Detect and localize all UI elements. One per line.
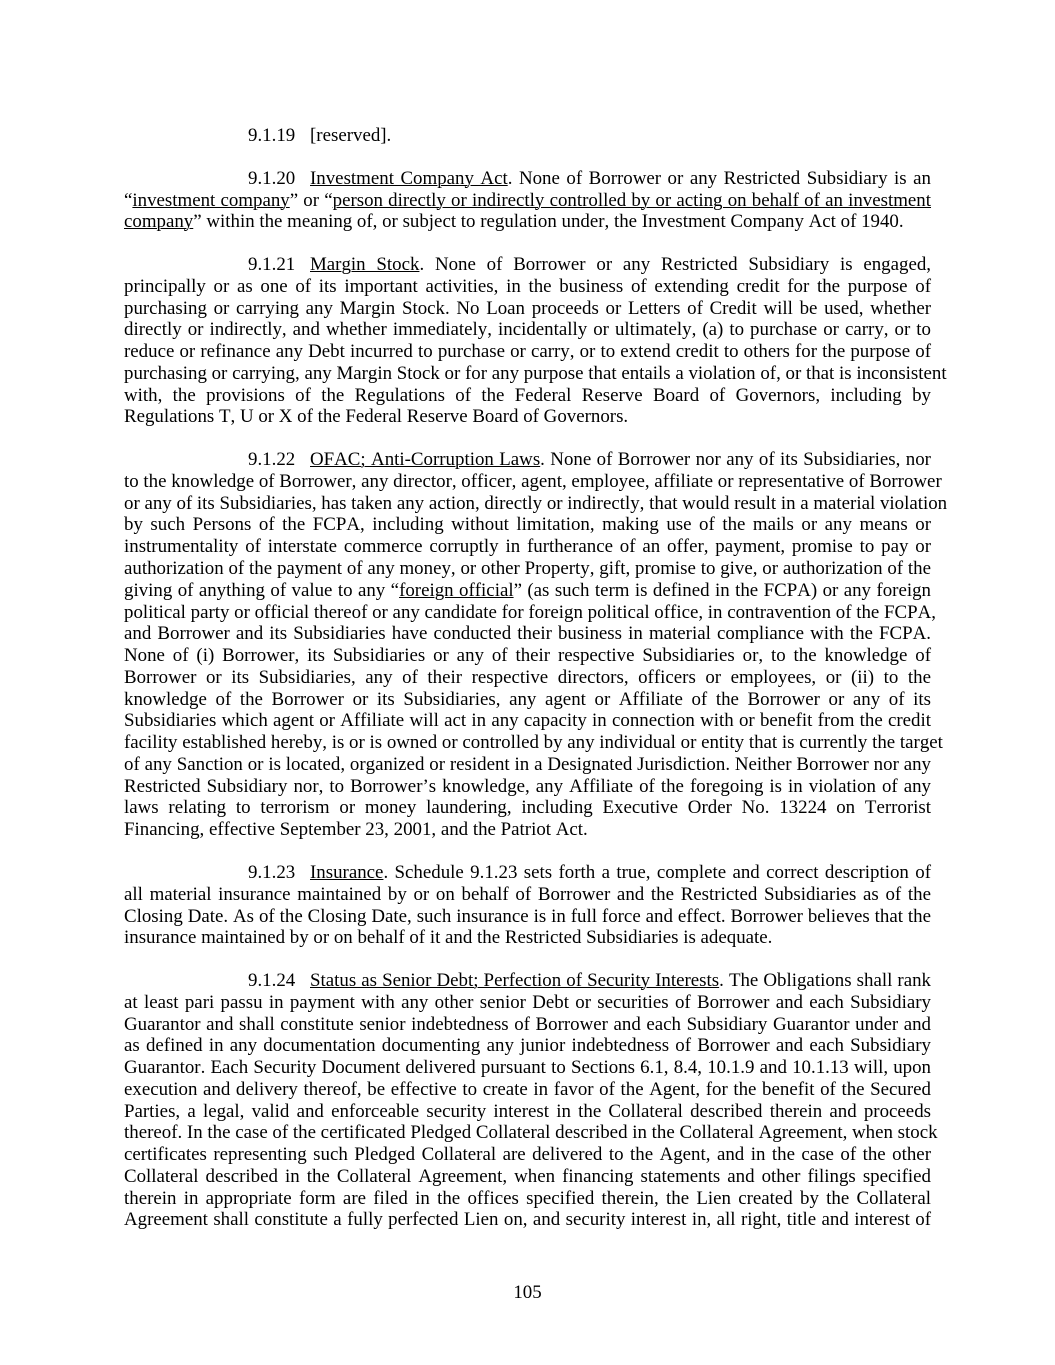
text-run: . None of Borrower or any Restricted Subsidiary is engaged, <box>419 254 931 276</box>
defined-term: company <box>124 211 194 233</box>
text-line <box>124 406 931 428</box>
text-line <box>124 927 931 949</box>
text-line <box>124 385 931 407</box>
section-9-1-20 <box>124 168 931 233</box>
section-heading: Insurance <box>310 861 384 883</box>
text-run: Parties, a legal, valid and enforceable security interest in the Collateral described therein and proceeds <box>124 1100 931 1122</box>
section-number: 9.1.23 <box>248 861 296 883</box>
text-run: certificates representing such Pledged Collateral are delivered to the Agent, and in the case of the other <box>124 1144 931 1166</box>
text-run: purchasing or carrying any Margin Stock. No Loan proceeds or Letters of Credit will be used, whether <box>124 297 931 319</box>
text-line <box>124 776 931 798</box>
text-line <box>124 754 931 776</box>
text-line <box>124 276 931 298</box>
section-number: 9.1.20 <box>248 167 296 189</box>
text-line <box>124 1166 931 1188</box>
section-9-1-23 <box>124 862 931 949</box>
text-run: Subsidiaries which agent or Affiliate will act in any capacity in connection with or benefit from the credit <box>124 710 931 732</box>
text-run: purchasing or carrying, any Margin Stock or for any purpose that entails a violation of, or that is inconsistent <box>124 362 947 384</box>
text-run: authorization of the payment of any money, or other Property, gift, promise to give, or authorization of the <box>124 558 931 580</box>
section-9-1-19 <box>124 125 931 147</box>
text-line <box>124 580 931 602</box>
text-line <box>124 689 931 711</box>
text-run: Regulations T, U or X of the Federal Reserve Board of Governors. <box>124 406 629 428</box>
text-line <box>124 449 931 471</box>
text-line <box>124 623 931 645</box>
section-9-1-22 <box>124 449 948 841</box>
text-line <box>124 536 931 558</box>
text-run: political party or official thereof or any candidate for foreign political office, in contravention of the FCPA, <box>124 601 937 623</box>
text-run: giving of anything of value to any “ <box>124 579 400 601</box>
text-line <box>124 667 931 689</box>
text-run: facility established hereby, is or is owned or controlled by any individual or entity that is currently the target <box>124 732 943 754</box>
text-run: None of (i) Borrower, its Subsidiaries or any of their respective Subsidiaries or, to the knowledge of <box>124 645 931 667</box>
text-line <box>124 884 931 906</box>
text-line <box>124 992 931 1014</box>
text-line <box>124 1035 931 1057</box>
text-line <box>124 211 931 233</box>
text-run: ” within the meaning of, or subject to regulation under, the Investment Company Act of 1940. <box>193 211 904 233</box>
section-heading: OFAC; Anti-Corruption Laws <box>310 449 541 471</box>
defined-term: foreign official <box>399 579 514 601</box>
text-run: with, the provisions of the Regulations of the Federal Reserve Board of Governors, including by <box>124 384 931 406</box>
defined-term: investment company <box>132 189 290 211</box>
text-line <box>124 1122 938 1144</box>
text-line <box>124 1079 931 1101</box>
section-heading: Investment Company Act <box>310 167 508 189</box>
text-line <box>124 1209 931 1231</box>
section-number: 9.1.21 <box>248 254 296 276</box>
text-run: laws relating to terrorism or money laundering, including Executive Order No. 13224 on Terrorist <box>124 797 931 819</box>
text-line <box>124 319 931 341</box>
text-run: and Borrower and its Subsidiaries have conducted their business in material compliance with the FCPA. <box>124 623 931 645</box>
text-run: Collateral described in the Collateral Agreement, when financing statements and other filings specified <box>124 1165 931 1187</box>
text-run: by such Persons of the FCPA, including without limitation, making use of the mails or any means or <box>124 514 931 536</box>
text-run: all material insurance maintained by or on behalf of Borrower and the Restricted Subsidiaries as of the <box>124 883 931 905</box>
text-line <box>124 514 931 536</box>
section-number: 9.1.19 <box>248 125 296 146</box>
text-run: as defined in any documentation documenting any junior indebtedness of Borrower and each Subsidiary <box>124 1035 931 1057</box>
text-line <box>124 797 931 819</box>
text-run: insurance maintained by or on behalf of it and the Restricted Subsidiaries is adequate. <box>124 927 773 949</box>
text-line <box>124 1014 931 1036</box>
page-number: 105 <box>513 1282 542 1303</box>
section-number: 9.1.24 <box>248 970 296 992</box>
text-line <box>124 645 931 667</box>
text-run: knowledge of the Borrower or its Subsidiaries, any agent or Affiliate of the Borrower or any of its <box>124 688 931 710</box>
text-run: of any Sanction or is located, organized or resident in a Designated Jurisdiction. Neither Borrower nor any <box>124 753 931 775</box>
text-run: Financing, effective September 23, 2001, and the Patriot Act. <box>124 819 588 841</box>
text-line <box>124 168 931 190</box>
text-line <box>124 732 943 754</box>
text-run: Agreement shall constitute a fully perfected Lien on, and security interest in, all right, title and interest of <box>124 1209 931 1231</box>
text-line <box>124 125 931 147</box>
text-run: . The Obligations shall rank <box>719 970 931 992</box>
text-line <box>124 862 931 884</box>
text-line <box>124 710 931 732</box>
text-line <box>124 254 931 276</box>
text-line <box>124 1144 931 1166</box>
text-line <box>124 1057 931 1079</box>
text-run: Borrower or its Subsidiaries, any of their respective directors, officers or employees, or (ii) to the <box>124 666 931 688</box>
text-run: Restricted Subsidiary nor, to Borrower’s knowledge, any Affiliate of the foregoing is in violation of any <box>124 775 931 797</box>
text-line <box>124 558 931 580</box>
text-run: [reserved]. <box>310 125 392 146</box>
text-line <box>124 906 931 928</box>
text-run: Closing Date. As of the Closing Date, such insurance is in full force and effect. Borrower believes that the <box>124 905 931 927</box>
text-run: . None of Borrower nor any of its Subsidiaries, nor <box>540 449 931 471</box>
text-run: principally or as one of its important activities, in the business of extending credit for the purpose of <box>124 275 931 297</box>
text-run: at least pari passu in payment with any other senior Debt or securities of Borrower and each Subsidiary <box>124 991 931 1013</box>
text-run: Guarantor. Each Security Document delivered pursuant to Sections 6.1, 8.4, 10.1.9 and 10.1.13 will, upon <box>124 1057 931 1079</box>
text-run: thereof. In the case of the certificated Pledged Collateral described in the Collateral Agreement, when stock <box>124 1122 938 1144</box>
text-line <box>124 1101 931 1123</box>
text-line <box>124 362 947 385</box>
text-run: “ <box>124 189 133 211</box>
text-line <box>124 1188 931 1210</box>
document-body <box>124 125 948 1252</box>
text-line <box>124 190 931 212</box>
text-line <box>124 601 937 624</box>
text-line <box>124 492 948 515</box>
section-number: 9.1.22 <box>248 449 296 471</box>
text-run: or any of its Subsidiaries, has taken any action, directly or indirectly, that would result in a material violation <box>124 492 948 514</box>
text-run: Guarantor and shall constitute senior indebtedness of Borrower and each Subsidiary Guarantor under and <box>124 1013 931 1035</box>
text-run: to the knowledge of Borrower, any director, officer, agent, employee, affiliate or representative of Borrower <box>124 470 942 492</box>
text-run: directly or indirectly, and whether immediately, incidentally or ultimately, (a) to purchase or carry, or to <box>124 319 931 341</box>
text-line <box>124 341 931 363</box>
text-run: instrumentality of interstate commerce corruptly in furtherance of an offer, payment, promise to pay or <box>124 536 931 558</box>
text-run: . None of Borrower or any Restricted Subsidiary is an <box>507 167 931 189</box>
text-run: ” or “ <box>289 189 333 211</box>
text-run: ” (as such term is defined in the FCPA) or any foreign <box>513 579 931 601</box>
section-9-1-21 <box>124 254 947 428</box>
text-run: therein in appropriate form are filed in the offices specified therein, the Lien created by the Collateral <box>124 1187 931 1209</box>
text-line <box>124 970 931 992</box>
defined-term: person directly or indirectly controlled by or acting on behalf of an investment <box>332 189 932 211</box>
section-9-1-24 <box>124 970 938 1231</box>
text-line <box>124 470 942 493</box>
text-line <box>124 298 931 320</box>
text-line <box>124 819 931 841</box>
text-run: execution and delivery thereof, be effective to create in favor of the Agent, for the benefit of the Secured <box>124 1078 931 1100</box>
section-heading: Margin Stock <box>310 254 420 276</box>
text-run: . Schedule 9.1.23 sets forth a true, complete and correct description of <box>383 861 931 883</box>
section-heading: Status as Senior Debt; Perfection of Security Interests <box>310 970 720 992</box>
text-run: reduce or refinance any Debt incurred to purchase or carry, or to extend credit to others for the purpose of <box>124 341 931 363</box>
